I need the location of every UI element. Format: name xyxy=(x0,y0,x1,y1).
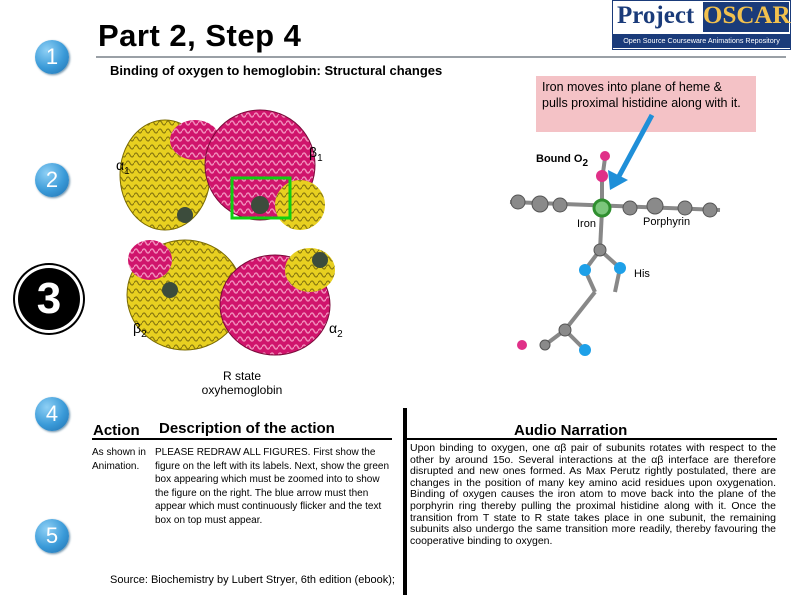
step-4-marker[interactable] xyxy=(35,397,69,431)
header-description: Description of the action xyxy=(159,420,335,437)
step-1-marker[interactable] xyxy=(35,40,69,74)
label-iron: Iron xyxy=(577,218,596,230)
header-audio-narration: Audio Narration xyxy=(514,422,628,439)
page-subtitle: Binding of oxygen to hemoglobin: Structural changes xyxy=(110,63,443,78)
label-bound-o2: Bound O2 xyxy=(536,153,588,169)
label-beta2: $\beta_2$ xyxy=(133,320,147,340)
step-3-marker[interactable] xyxy=(18,268,80,330)
source-citation: Source: Biochemistry by Lubert Stryer, 6th edition (ebook); xyxy=(110,574,395,586)
logo-word-oscar: OSCAR xyxy=(703,2,789,32)
step-5-label: 5 xyxy=(45,523,59,548)
label-alpha2: $\alpha_2$ xyxy=(329,320,343,340)
action-cell: As shown in Animation. xyxy=(92,447,146,472)
step-2-label: 2 xyxy=(45,167,59,192)
iron-atom xyxy=(594,200,610,216)
title-divider xyxy=(96,56,786,58)
step-3-label: 3 xyxy=(36,274,62,323)
column-divider xyxy=(403,408,407,595)
description-cell: PLEASE REDRAW ALL FIGURES. First show the figure on the left with its labels. Next, show the green box appearing which must be zoomed into to show the figure on the right. The blue arrow must then appear which must continuously flicker and the text box on top must appear. xyxy=(155,447,390,526)
narration-text: Upon binding to oxygen, one αβ pair of subunits rotates with respect to the other by around 15o. Several interactions at the αβ interface are therefore disrupted and new ones formed. As Max Perutz rightly postulated, there are changes in the position of many key amino acid residues upon oxygenation. Binding of oxygen causes the iron atom to move back into the plane of the porphyrin ring thereby pulling the proximal histidine along with it. Once the transition from T state to R state takes place in one subunit, the remaining subunits also undergo the same transition more readily, thereby favouring the cooperative binding to oxygen. xyxy=(410,442,776,547)
header-action: Action xyxy=(93,422,140,439)
label-his: His xyxy=(634,268,650,280)
caption-line-1: R state xyxy=(222,369,261,383)
label-porphyrin: Porphyrin xyxy=(643,216,691,228)
step-2-marker[interactable] xyxy=(35,163,69,197)
step-5-marker[interactable] xyxy=(35,519,69,553)
project-oscar-logo xyxy=(612,0,791,50)
figure-caption xyxy=(192,369,292,397)
logo-word-project: Project xyxy=(617,2,695,29)
blue-arrow[interactable] xyxy=(600,110,660,195)
label-alpha1: $\alpha_1$ xyxy=(116,157,130,177)
logo-tagline: Open Source Courseware Animations Repository xyxy=(613,34,790,48)
subunit-alpha1 xyxy=(120,120,220,230)
step-1-label: 1 xyxy=(45,44,59,69)
step-4-label: 4 xyxy=(45,401,59,426)
label-beta1: $\beta_1$ xyxy=(309,144,323,164)
page-title: Part 2, Step 4 xyxy=(98,18,302,53)
caption-line-2: oxyhemoglobin xyxy=(201,383,283,397)
callout-textbox: Iron moves into plane of heme & pulls proximal histidine along with it. xyxy=(536,76,756,132)
